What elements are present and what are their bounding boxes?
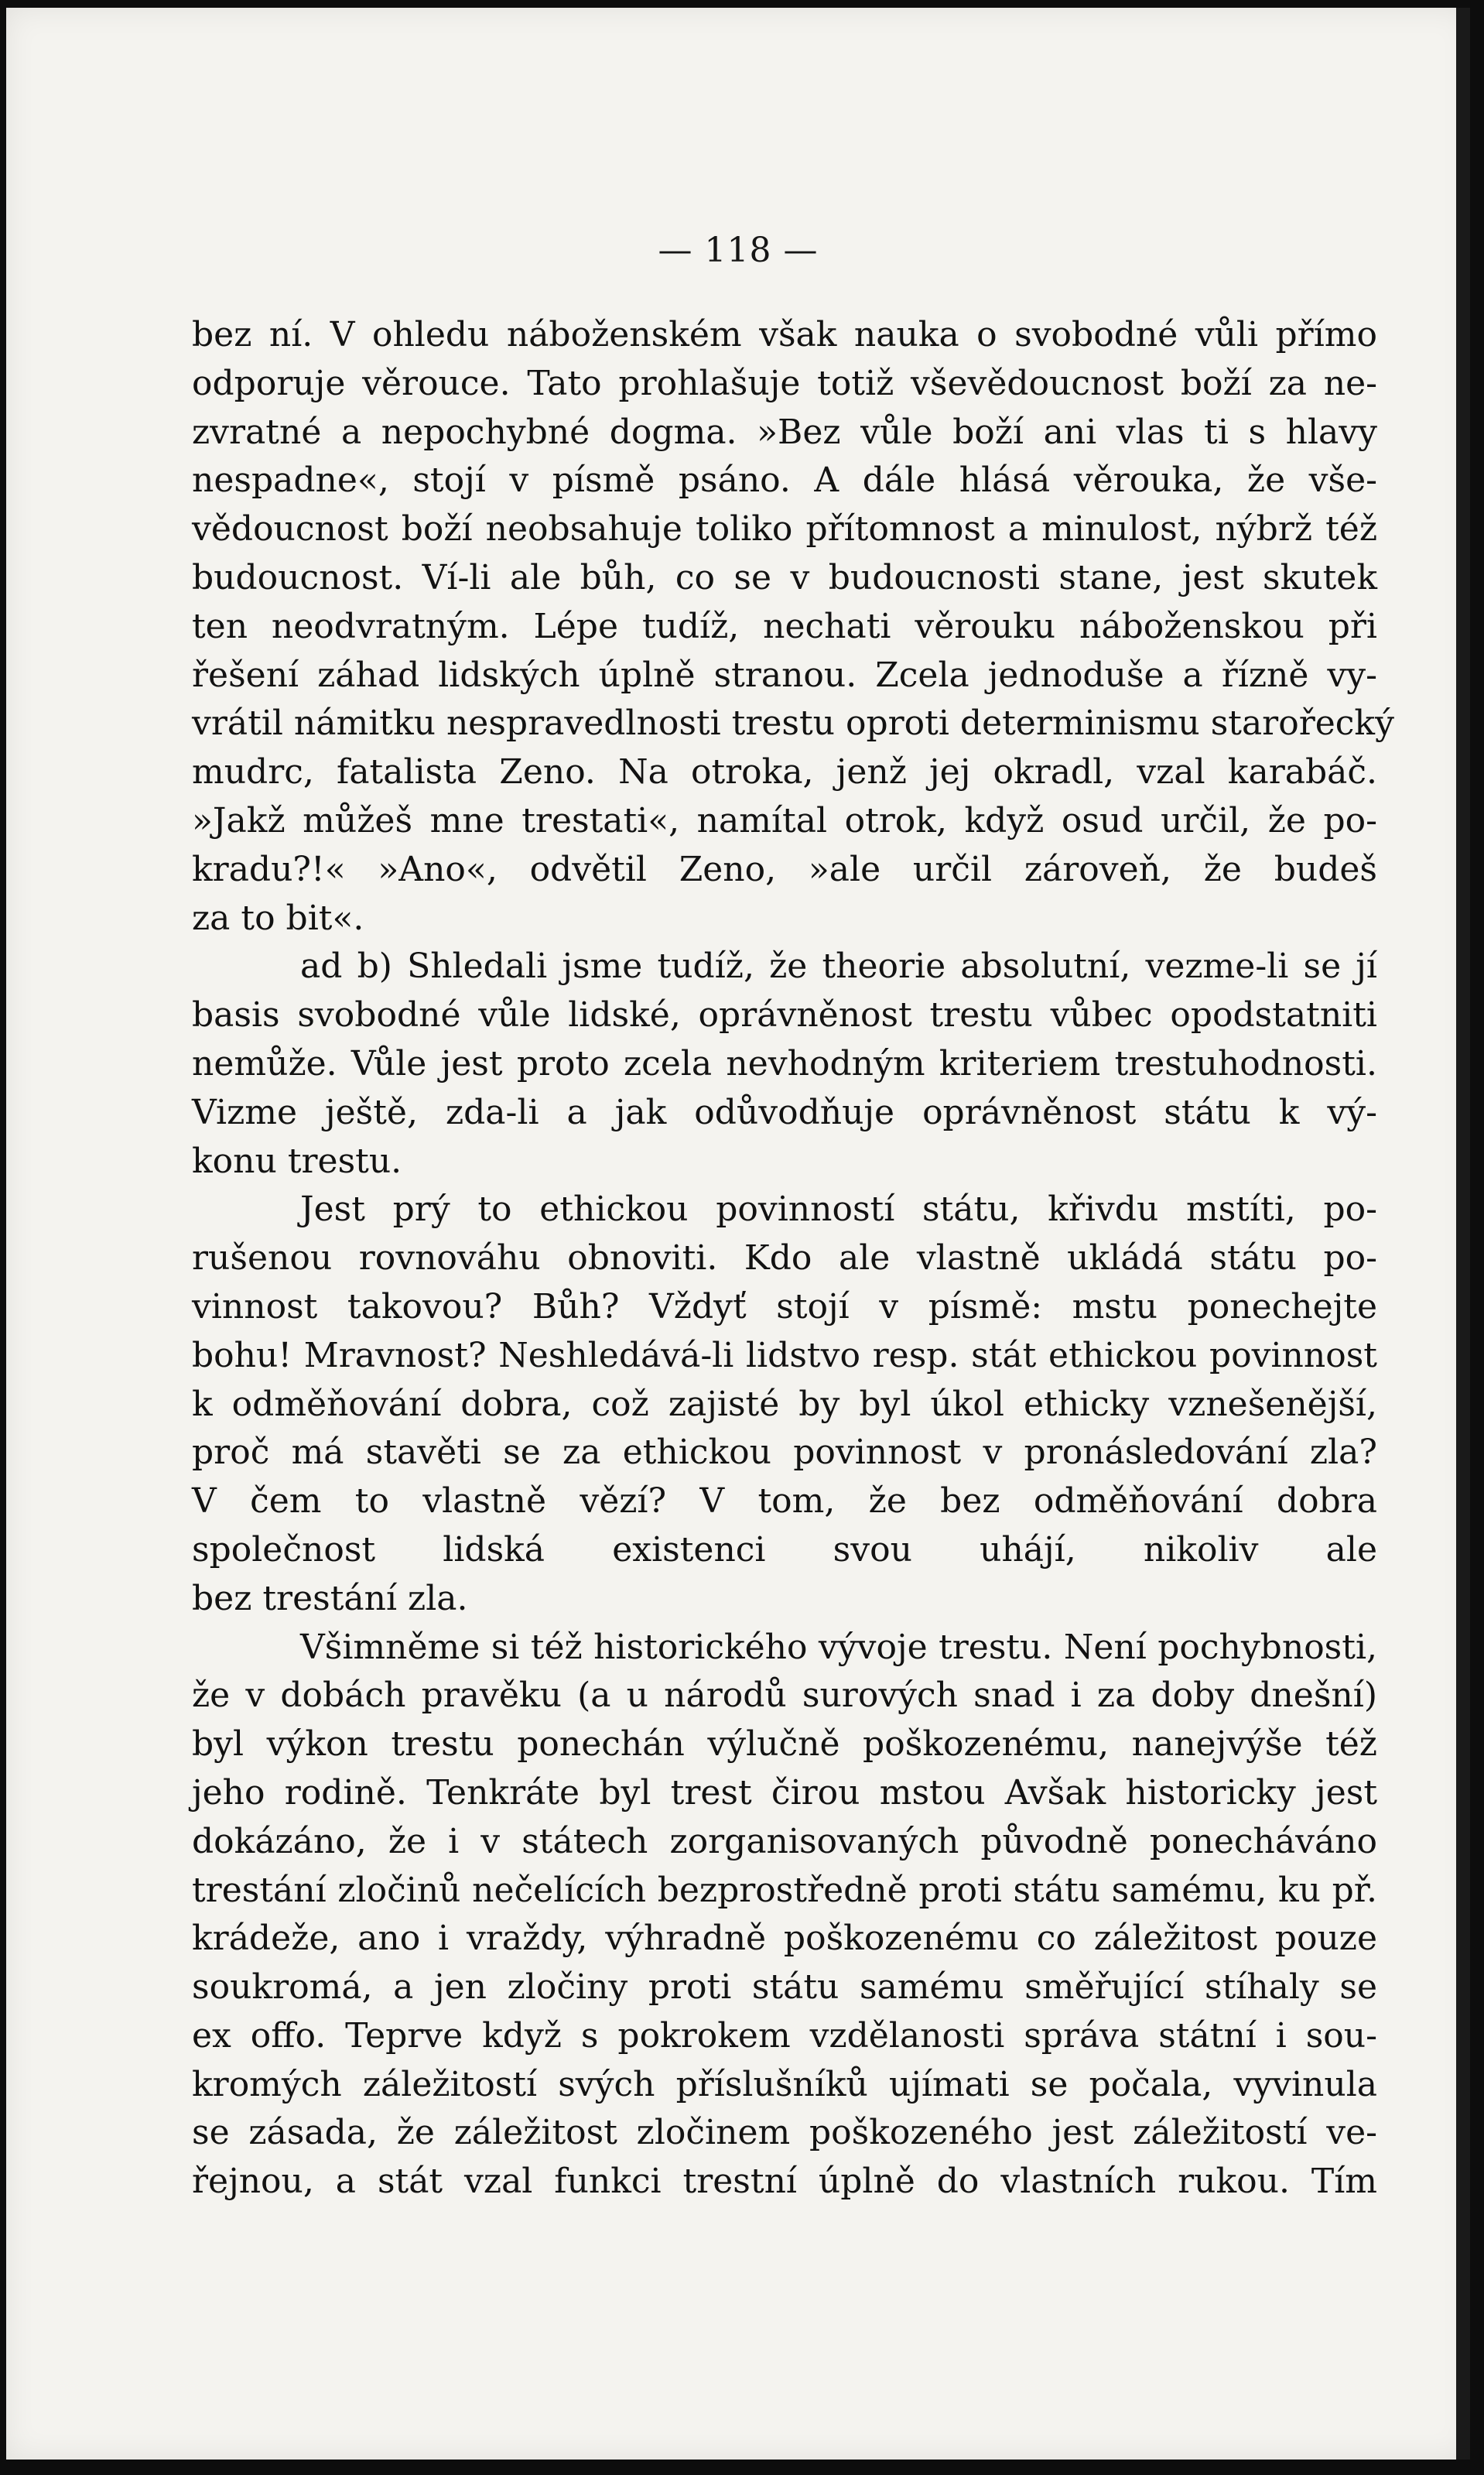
text-line: mudrc, fatalista Zeno. Na otroka, jenž jej okradl, vzal karabáč. <box>192 752 1377 792</box>
text-line: Všimněme si též historického vývoje trestu. Není pochybnosti, <box>300 1627 1377 1667</box>
text-line: dokázáno, že i v státech zorganisovaných původně ponecháváno <box>192 1821 1377 1861</box>
text-line: nemůže. Vůle jest proto zcela nevhodným kriteriem trestuhodnosti. <box>192 1043 1377 1083</box>
text-line: řejnou, a stát vzal funkci trestní úplně do vlastních rukou. Tím <box>192 2162 1377 2202</box>
page-edge <box>1456 8 1470 2460</box>
text-line: jeho rodině. Tenkráte byl trest čirou mstou Avšak historicky jest <box>192 1772 1377 1813</box>
book-page <box>6 8 1470 2460</box>
text-line: vědoucnost boží neobsahuje toliko přítomnost a minulost, nýbrž též <box>192 509 1377 549</box>
text-line: proč má stavěti se za ethickou povinnost v pronásledování zla? <box>192 1433 1377 1473</box>
text-line: řešení záhad lidských úplně stranou. Zcela jednoduše a řízně vy- <box>192 655 1377 695</box>
text-line: se zásada, že záležitost zločinem poškozeného jest záležitostí ve- <box>192 2113 1377 2153</box>
text-line: »Jakž můžeš mne trestati«, namítal otrok, když osud určil, že po- <box>192 800 1377 840</box>
text-line: odporuje věrouce. Tato prohlašuje totiž vševědoucnost boží za ne- <box>192 363 1377 403</box>
text-line: vinnost takovou? Bůh? Vždyť stojí v písmě: mstu ponechejte <box>192 1286 1377 1327</box>
text-line: ex offo. Teprve když s pokrokem vzdělanosti správa státní i sou- <box>192 2015 1377 2056</box>
text-line: basis svobodné vůle lidské, oprávněnost trestu vůbec opodstatniti <box>192 995 1377 1036</box>
text-line: vrátil námitku nespravedlnosti trestu oproti determinismu starořecký <box>192 703 1394 744</box>
text-line: soukromá, a jen zločiny proti státu samému směřující stíhaly se <box>192 1967 1377 2008</box>
text-line: krádeže, ano i vraždy, výhradně poškozenému co záležitost pouze <box>192 1919 1377 1959</box>
text-line: ad b) Shledali jsme tudíž, že theorie absolutní, vezme-li se jí <box>300 947 1377 987</box>
text-line: kromých záležitostí svých příslušníků ujímati se počala, vyvinula <box>192 2064 1377 2104</box>
text-line: V čem to vlastně vězí? V tom, že bez odměňování dobra <box>192 1481 1377 1522</box>
text-line: ten neodvratným. Lépe tudíž, nechati věrouku náboženskou při <box>192 606 1377 646</box>
text-line: společnost lidská existenci svou uhájí, nikoliv ale <box>192 1529 1377 1570</box>
text-line: k odměňování dobra, což zajisté by byl úkol ethicky vznešenější, <box>192 1384 1377 1424</box>
text-line: zvratné a nepochybné dogma. »Bez vůle boží ani vlas ti s hlavy <box>192 412 1377 452</box>
text-line: nespadne«, stojí v písmě psáno. A dále hlásá věrouka, že vše- <box>192 460 1377 501</box>
text-line: Vizme ještě, zda-li a jak odůvodňuje oprávněnost státu k vý- <box>192 1092 1377 1132</box>
page-number: — 118 — <box>658 231 819 270</box>
text-line: kradu?!« »Ano«, odvětil Zeno, »ale určil zároveň, že budeš <box>192 849 1377 889</box>
text-line: že v dobách pravěku (a u národů surových snad i za doby dnešní) <box>192 1676 1377 1716</box>
text-line: bohu! Mravnost? Neshledává-li lidstvo resp. stát ethickou povinnost <box>192 1335 1377 1375</box>
text-line: budoucnost. Ví-li ale bůh, co se v budoucnosti stane, jest skutek <box>192 557 1377 597</box>
body-text <box>192 311 1394 2206</box>
text-line: trestání zločinů nečelících bezprostředně proti státu samému, ku př. <box>192 1870 1377 1910</box>
text-line: bez ní. V ohledu náboženském však nauka o svobodné vůli přímo <box>192 315 1377 354</box>
text-line: konu trestu. <box>192 1141 402 1181</box>
text-line: byl výkon trestu ponechán výlučně poškozenému, nanejvýše též <box>192 1724 1377 1765</box>
text-line: bez trestání zla. <box>192 1578 468 1618</box>
text-line: za to bit«. <box>192 898 364 938</box>
text-line: Jest prý to ethickou povinností státu, křivdu mstíti, po- <box>300 1190 1377 1230</box>
text-line: rušenou rovnováhu obnoviti. Kdo ale vlastně ukládá státu po- <box>192 1238 1377 1279</box>
